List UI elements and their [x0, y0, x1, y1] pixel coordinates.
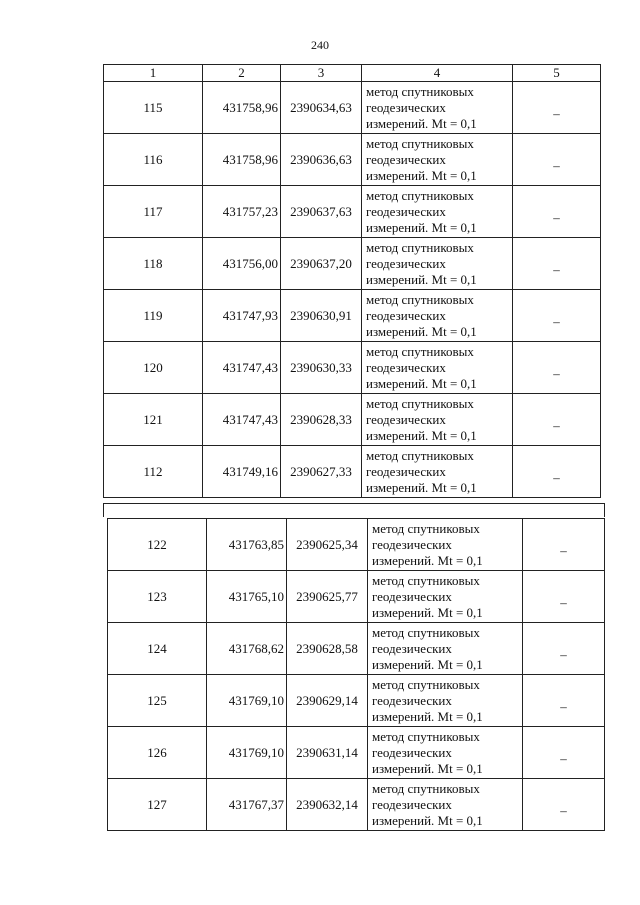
method-line: измерений. Mt = 0,1 [366, 427, 477, 443]
dash-mark: – [560, 594, 567, 610]
note-cell [513, 342, 601, 394]
table-row [108, 623, 605, 675]
x-coordinate-cell: 431758,96 [203, 134, 281, 186]
dash-mark: – [560, 802, 567, 818]
x-coordinate-cell: 431749,16 [203, 446, 281, 498]
x-coordinate-cell: 431767,37 [207, 779, 287, 831]
x-coordinate-cell: 431758,96 [203, 82, 281, 134]
dash-mark: – [553, 105, 560, 121]
point-number-cell: 115 [104, 82, 203, 134]
method-line: геодезических [372, 796, 452, 812]
y-coordinate-cell: 2390625,77 [287, 571, 368, 623]
method-line: геодезических [366, 99, 446, 115]
y-coordinate-cell: 2390630,91 [281, 290, 362, 342]
method-line: измерений. Mt = 0,1 [366, 271, 477, 287]
x-coordinate-cell: 431769,10 [207, 727, 287, 779]
x-coordinate-cell: 431757,23 [203, 186, 281, 238]
method-cell [368, 623, 523, 675]
method-cell [362, 82, 513, 134]
y-coordinate-cell: 2390630,33 [281, 342, 362, 394]
method-line: измерений. Mt = 0,1 [372, 604, 483, 620]
method-line: измерений. Mt = 0,1 [366, 167, 477, 183]
y-coordinate-cell: 2390628,33 [281, 394, 362, 446]
table-row [108, 519, 605, 571]
method-line: геодезических [366, 151, 446, 167]
method-line: метод спутниковых [366, 343, 474, 359]
dash-mark: – [553, 209, 560, 225]
method-cell [368, 571, 523, 623]
method-line: метод спутниковых [366, 395, 474, 411]
method-line: измерений. Mt = 0,1 [366, 323, 477, 339]
method-line: измерений. Mt = 0,1 [366, 115, 477, 131]
note-cell [513, 238, 601, 290]
method-line: геодезических [366, 411, 446, 427]
method-line: измерений. Mt = 0,1 [372, 760, 483, 776]
table-row [104, 134, 601, 186]
method-cell [368, 675, 523, 727]
method-line: метод спутниковых [372, 780, 480, 796]
table-row [104, 238, 601, 290]
coordinates-table-part2 [107, 518, 605, 831]
column-header-4: 4 [362, 65, 513, 82]
method-line: геодезических [366, 255, 446, 271]
note-cell [513, 134, 601, 186]
y-coordinate-cell: 2390629,14 [287, 675, 368, 727]
table-row [108, 727, 605, 779]
method-line: метод спутниковых [372, 676, 480, 692]
point-number-cell: 125 [108, 675, 207, 727]
method-line: метод спутниковых [372, 624, 480, 640]
x-coordinate-cell: 431747,93 [203, 290, 281, 342]
column-header-5: 5 [513, 65, 601, 82]
dash-mark: – [560, 698, 567, 714]
method-line: метод спутниковых [366, 447, 474, 463]
point-number-cell: 122 [108, 519, 207, 571]
x-coordinate-cell: 431747,43 [203, 394, 281, 446]
note-cell [513, 82, 601, 134]
method-cell [368, 727, 523, 779]
x-coordinate-cell: 431763,85 [207, 519, 287, 571]
method-line: геодезических [372, 640, 452, 656]
point-number-cell: 112 [104, 446, 203, 498]
point-number-cell: 123 [108, 571, 207, 623]
y-coordinate-cell: 2390634,63 [281, 82, 362, 134]
point-number-cell: 120 [104, 342, 203, 394]
y-coordinate-cell: 2390627,33 [281, 446, 362, 498]
dash-mark: – [553, 365, 560, 381]
method-cell [362, 186, 513, 238]
method-line: измерений. Mt = 0,1 [372, 552, 483, 568]
table-row [108, 571, 605, 623]
point-number-cell: 117 [104, 186, 203, 238]
method-line: измерений. Mt = 0,1 [372, 656, 483, 672]
dash-mark: – [560, 750, 567, 766]
method-line: измерений. Mt = 0,1 [372, 812, 483, 828]
method-line: метод спутниковых [372, 520, 480, 536]
method-line: измерений. Mt = 0,1 [372, 708, 483, 724]
method-line: измерений. Mt = 0,1 [366, 375, 477, 391]
column-header-2: 2 [203, 65, 281, 82]
method-cell [362, 238, 513, 290]
method-line: измерений. Mt = 0,1 [366, 479, 477, 495]
note-cell [513, 394, 601, 446]
point-number-cell: 126 [108, 727, 207, 779]
point-number-cell: 116 [104, 134, 203, 186]
method-line: геодезических [366, 463, 446, 479]
y-coordinate-cell: 2390625,34 [287, 519, 368, 571]
note-cell [513, 186, 601, 238]
point-number-cell: 124 [108, 623, 207, 675]
dash-mark: – [553, 261, 560, 277]
y-coordinate-cell: 2390628,58 [287, 623, 368, 675]
note-cell [523, 727, 605, 779]
table-row [108, 675, 605, 727]
dash-mark: – [553, 417, 560, 433]
y-coordinate-cell: 2390631,14 [287, 727, 368, 779]
note-cell [513, 290, 601, 342]
method-line: метод спутниковых [372, 728, 480, 744]
x-coordinate-cell: 431765,10 [207, 571, 287, 623]
table-row [108, 779, 605, 831]
table-row [104, 342, 601, 394]
y-coordinate-cell: 2390632,14 [287, 779, 368, 831]
dash-mark: – [560, 646, 567, 662]
method-line: геодезических [366, 307, 446, 323]
method-cell [362, 134, 513, 186]
method-line: измерений. Mt = 0,1 [366, 219, 477, 235]
method-cell [362, 290, 513, 342]
method-line: геодезических [372, 588, 452, 604]
y-coordinate-cell: 2390637,63 [281, 186, 362, 238]
method-cell [368, 779, 523, 831]
table-row [104, 446, 601, 498]
page-number: 240 [311, 38, 329, 52]
method-cell [368, 519, 523, 571]
method-line: геодезических [372, 536, 452, 552]
note-cell [513, 446, 601, 498]
point-number-cell: 118 [104, 238, 203, 290]
method-line: метод спутниковых [372, 572, 480, 588]
method-line: геодезических [366, 203, 446, 219]
table-row [104, 394, 601, 446]
table-separator [103, 503, 605, 517]
table-row [104, 186, 601, 238]
x-coordinate-cell: 431769,10 [207, 675, 287, 727]
method-line: метод спутниковых [366, 83, 474, 99]
method-line: геодезических [366, 359, 446, 375]
x-coordinate-cell: 431747,43 [203, 342, 281, 394]
table-header-row [104, 65, 601, 82]
note-cell [523, 779, 605, 831]
note-cell [523, 675, 605, 727]
point-number-cell: 127 [108, 779, 207, 831]
column-header-3: 3 [281, 65, 362, 82]
column-header-1: 1 [104, 65, 203, 82]
x-coordinate-cell: 431756,00 [203, 238, 281, 290]
method-line: метод спутниковых [366, 291, 474, 307]
table-row [104, 290, 601, 342]
dash-mark: – [553, 469, 560, 485]
method-line: геодезических [372, 692, 452, 708]
y-coordinate-cell: 2390636,63 [281, 134, 362, 186]
method-cell [362, 394, 513, 446]
table-row [104, 82, 601, 134]
note-cell [523, 519, 605, 571]
point-number-cell: 119 [104, 290, 203, 342]
method-cell [362, 446, 513, 498]
method-cell [362, 342, 513, 394]
note-cell [523, 571, 605, 623]
y-coordinate-cell: 2390637,20 [281, 238, 362, 290]
dash-mark: – [560, 542, 567, 558]
dash-mark: – [553, 157, 560, 173]
method-line: метод спутниковых [366, 135, 474, 151]
dash-mark: – [553, 313, 560, 329]
point-number-cell: 121 [104, 394, 203, 446]
coordinates-table-part1 [103, 64, 601, 498]
method-line: метод спутниковых [366, 239, 474, 255]
note-cell [523, 623, 605, 675]
method-line: геодезических [372, 744, 452, 760]
method-line: метод спутниковых [366, 187, 474, 203]
x-coordinate-cell: 431768,62 [207, 623, 287, 675]
